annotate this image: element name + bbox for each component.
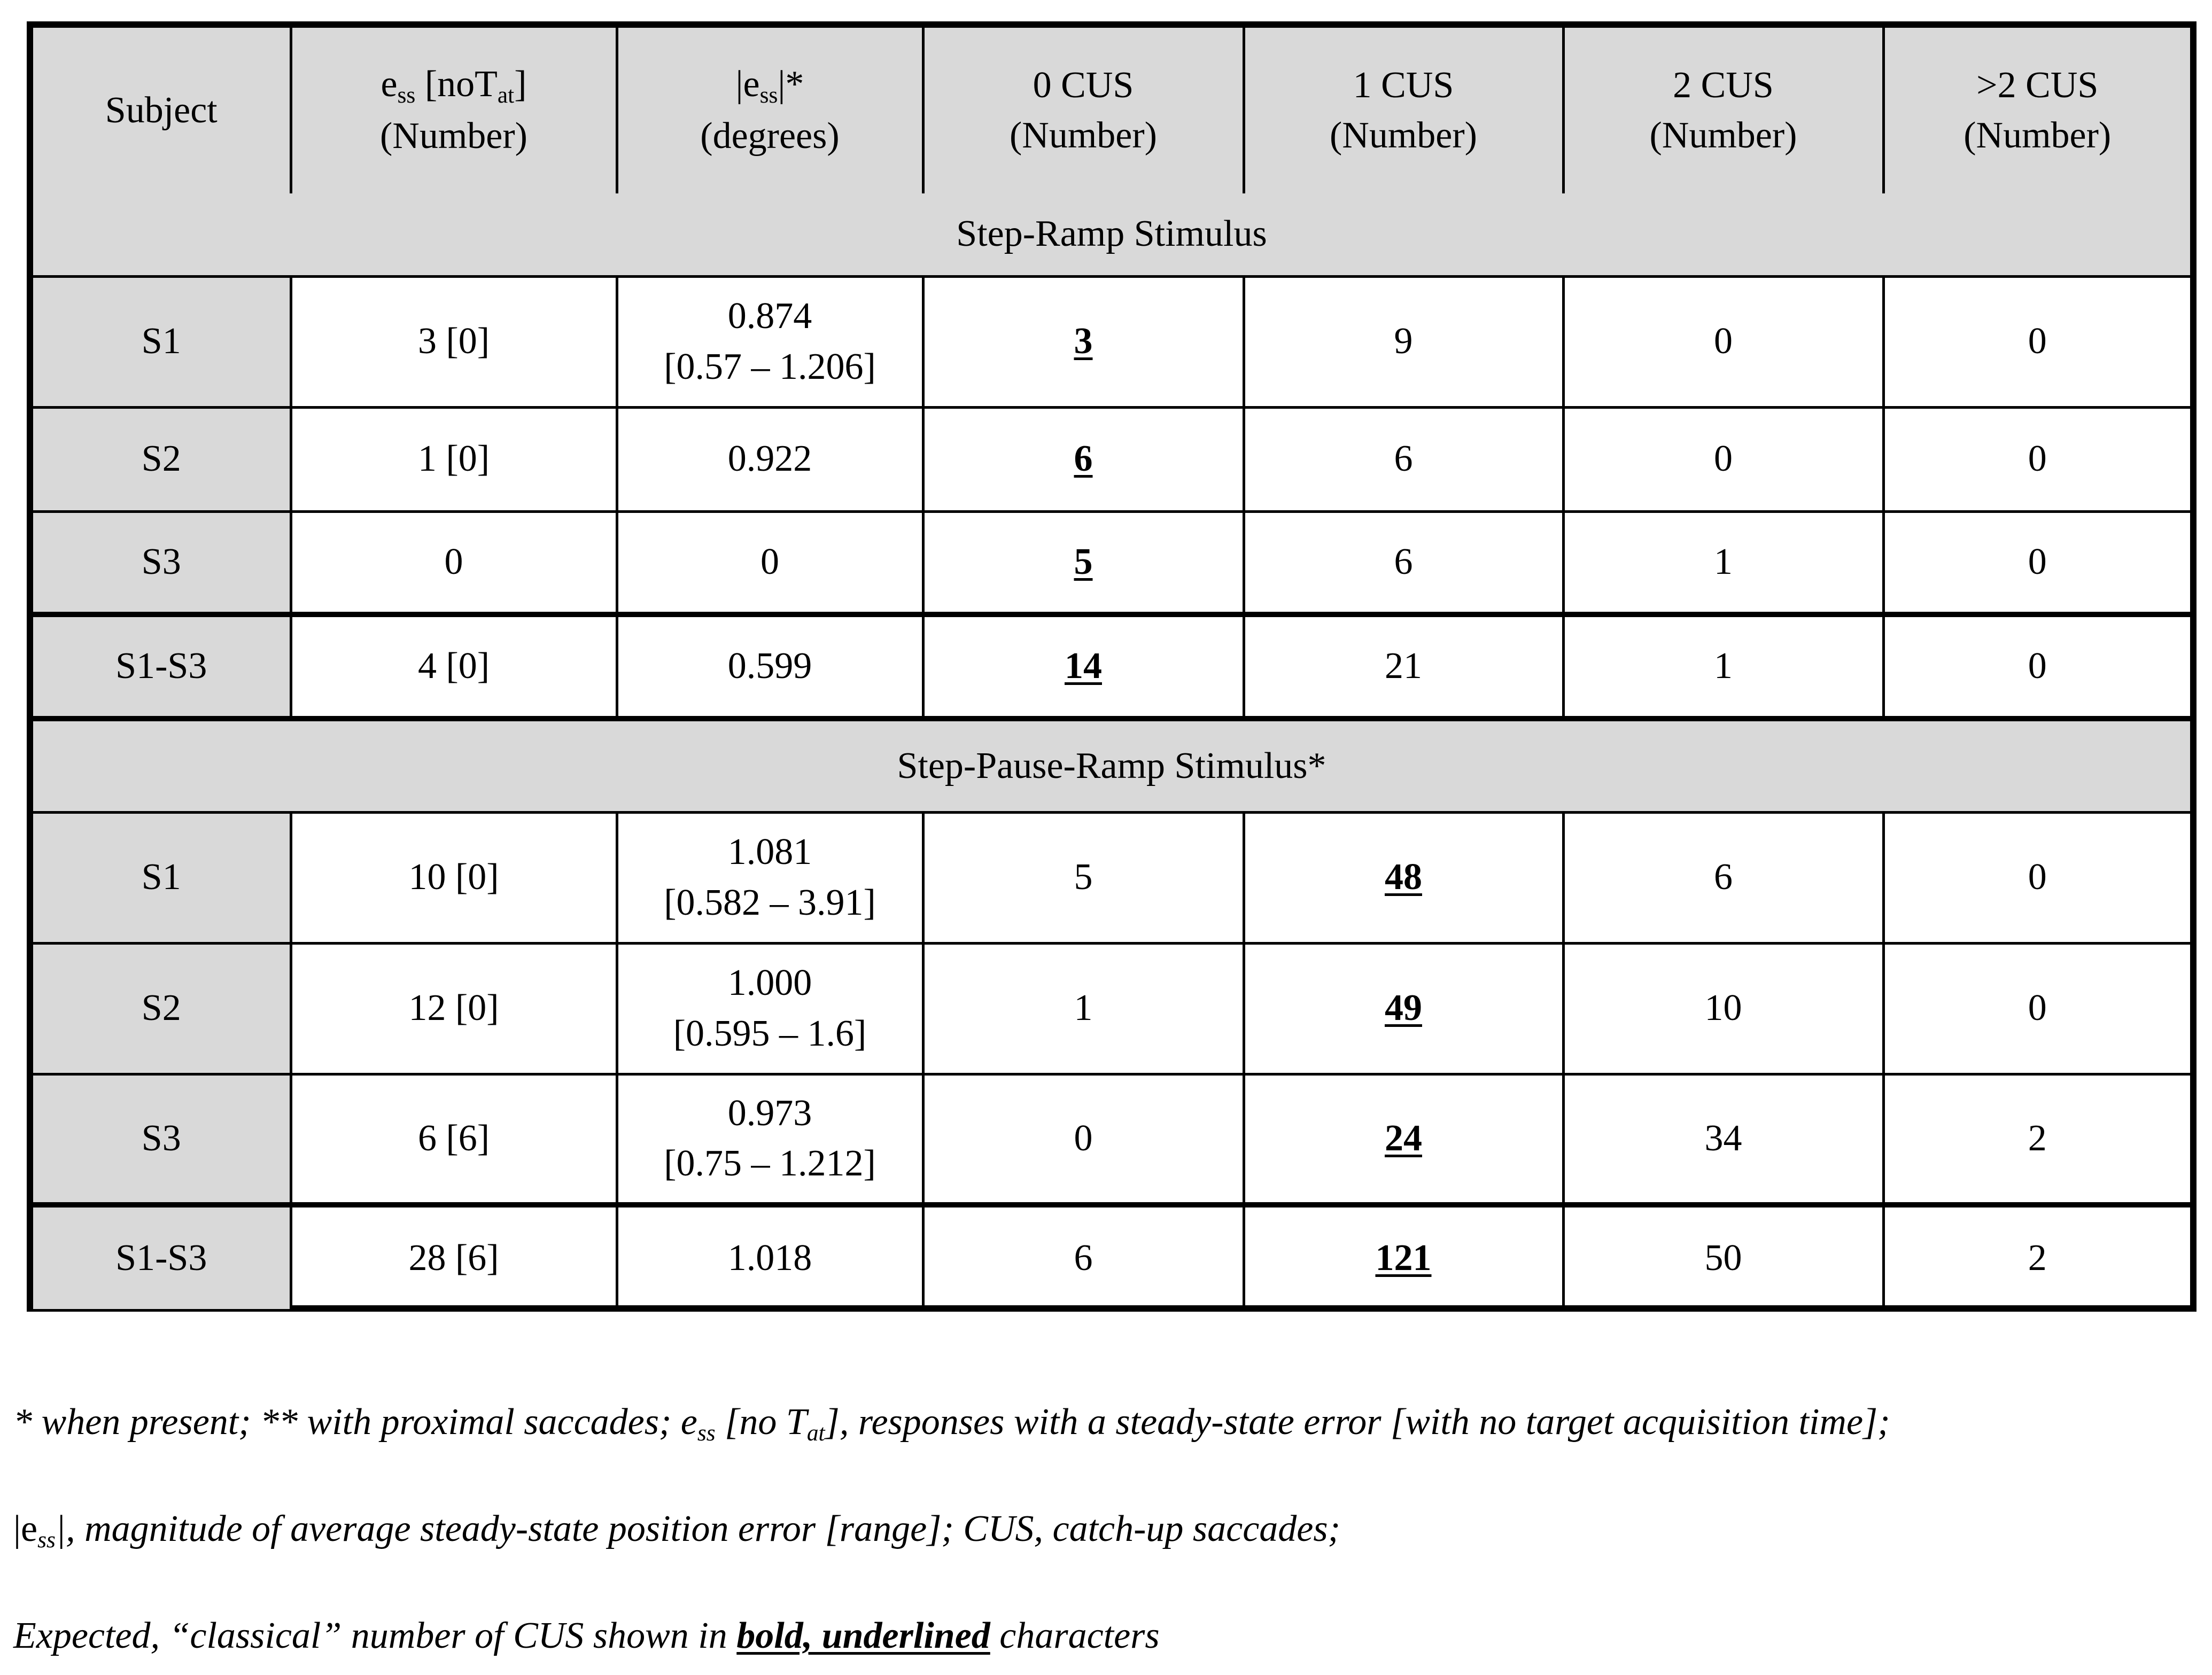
header-ess-symbol: e <box>381 64 398 105</box>
header-cus2-label: 2 CUS <box>1673 64 1774 106</box>
cell-abs-range: [0.595 – 1.6] <box>673 1012 867 1054</box>
cell-cus0 <box>923 276 1244 407</box>
cell-ess <box>291 276 617 407</box>
cell-subject: S1 <box>33 276 291 407</box>
cell-ess-value: 4 [0] <box>417 645 490 687</box>
header-cus3-unit: (Number) <box>1963 115 2112 156</box>
cell-subject: S1 <box>33 812 291 943</box>
cell-cus0 <box>923 614 1244 719</box>
header-ess-bracket-subscript: at <box>497 82 515 108</box>
cell-abs-value: 1.018 <box>727 1237 812 1279</box>
cell-abs-value: 0.922 <box>727 438 812 480</box>
table-row <box>33 1205 2190 1309</box>
table-row <box>33 943 2190 1074</box>
cell-ess-value: 10 [0] <box>408 856 499 898</box>
cell-cus3-value: 0 <box>2028 645 2047 687</box>
cell-cus1-value: 121 <box>1375 1237 1432 1279</box>
footnote-1-subscript-1: ss <box>697 1420 716 1446</box>
cell-cus0 <box>923 407 1244 511</box>
cell-cus0-value: 5 <box>1074 541 1093 582</box>
cell-cus3-value: 0 <box>2028 438 2047 480</box>
cell-ess <box>291 1205 617 1309</box>
header-cus1-label: 1 CUS <box>1353 64 1454 106</box>
cell-abs-range: [0.582 – 3.91] <box>664 882 876 923</box>
cell-subject: S3 <box>33 1074 291 1205</box>
cell-abs-value: 0 <box>760 541 779 582</box>
section-title: Step-Ramp Stimulus <box>33 193 2190 276</box>
header-ess <box>291 28 617 193</box>
cell-cus2-value: 1 <box>1714 645 1733 687</box>
results-table <box>33 28 2190 1309</box>
cell-cus2-value: 10 <box>1704 987 1742 1029</box>
cell-cus0-value: 1 <box>1074 987 1093 1029</box>
cell-cus3 <box>1883 812 2190 943</box>
cell-cus1-value: 9 <box>1394 321 1413 362</box>
table-body <box>33 193 2190 1309</box>
footnote-1-text-b: [no T <box>715 1401 807 1443</box>
header-cus1 <box>1244 28 1563 193</box>
cell-cus3 <box>1883 943 2190 1074</box>
cell-cus0-value: 0 <box>1074 1118 1093 1159</box>
cell-cus3 <box>1883 407 2190 511</box>
header-cus2 <box>1563 28 1883 193</box>
footnote-2-subscript: ss <box>37 1527 56 1553</box>
cell-cus2 <box>1563 407 1883 511</box>
cell-cus3-value: 0 <box>2028 856 2047 898</box>
cell-cus2-value: 1 <box>1714 541 1733 582</box>
cell-cus1-value: 6 <box>1394 438 1413 480</box>
table-row <box>33 276 2190 407</box>
cell-cus2 <box>1563 812 1883 943</box>
footnote-3-text-b: characters <box>990 1615 1160 1657</box>
cell-ess-value: 12 [0] <box>408 987 499 1029</box>
cell-cus1-value: 6 <box>1394 541 1413 582</box>
header-ess-bracket-close: ] <box>514 64 527 105</box>
cell-cus1-value: 24 <box>1385 1118 1422 1159</box>
cell-cus2 <box>1563 943 1883 1074</box>
footnote-3-emphasis: bold, underlined <box>736 1615 990 1657</box>
cell-abs <box>617 1074 923 1205</box>
cell-cus1 <box>1244 276 1563 407</box>
cell-cus0 <box>923 1074 1244 1205</box>
cell-cus1-value: 49 <box>1385 987 1422 1029</box>
cell-subject: S2 <box>33 407 291 511</box>
footnote-line-3 <box>13 1614 2205 1658</box>
header-row <box>33 28 2190 193</box>
cell-cus2-value: 6 <box>1714 856 1733 898</box>
cell-cus2 <box>1563 1205 1883 1309</box>
cell-cus0-value: 6 <box>1074 438 1093 480</box>
cell-cus1-value: 48 <box>1385 856 1422 898</box>
cell-abs-value: 1.081 <box>727 831 812 872</box>
cell-abs-range: [0.57 – 1.206] <box>664 346 876 387</box>
cell-cus0-value: 6 <box>1074 1237 1093 1279</box>
cell-cus0-value: 14 <box>1065 645 1102 687</box>
cell-cus3 <box>1883 614 2190 719</box>
footnote-2-text-a: |e <box>13 1508 38 1550</box>
cell-abs <box>617 812 923 943</box>
cell-cus3 <box>1883 1074 2190 1205</box>
cell-abs <box>617 1205 923 1309</box>
cell-cus1 <box>1244 943 1563 1074</box>
header-ess-bracket: [noT <box>415 64 498 105</box>
footnote-line-2 <box>13 1507 2205 1554</box>
section-row <box>33 193 2190 276</box>
footnote-1-text-c: ], responses with a steady-state error [with no target acquisition time]; <box>825 1401 1890 1443</box>
cell-cus1 <box>1244 812 1563 943</box>
cell-cus3-value: 0 <box>2028 541 2047 582</box>
cell-ess <box>291 407 617 511</box>
cell-abs-range: [0.75 – 1.212] <box>664 1143 876 1185</box>
footnote-3-text-a: Expected, “classical” number of CUS shown in <box>13 1615 737 1657</box>
footnote-1-text-a: * when present; ** with proximal saccades; e <box>13 1401 697 1443</box>
cell-cus3-value: 2 <box>2028 1237 2047 1279</box>
header-ess-unit: (Number) <box>379 115 527 157</box>
header-cus0-label: 0 CUS <box>1033 64 1134 106</box>
cell-cus1 <box>1244 1074 1563 1205</box>
cell-cus0 <box>923 511 1244 614</box>
cell-subject: S3 <box>33 511 291 614</box>
cell-cus1 <box>1244 511 1563 614</box>
cell-cus2-value: 50 <box>1704 1237 1742 1279</box>
table-row <box>33 511 2190 614</box>
cell-subject: S2 <box>33 943 291 1074</box>
cell-abs <box>617 511 923 614</box>
cell-ess <box>291 943 617 1074</box>
cell-ess <box>291 511 617 614</box>
cell-abs <box>617 614 923 719</box>
cell-cus3 <box>1883 1205 2190 1309</box>
header-cus1-unit: (Number) <box>1329 115 1477 156</box>
cell-ess-value: 6 [6] <box>417 1118 490 1159</box>
header-subject: Subject <box>33 28 291 193</box>
header-abs-unit: (degrees) <box>700 115 840 157</box>
cell-cus2 <box>1563 614 1883 719</box>
footnote-1-subscript-2: at <box>806 1420 825 1446</box>
cell-cus3 <box>1883 276 2190 407</box>
cell-ess <box>291 1074 617 1205</box>
cell-ess <box>291 812 617 943</box>
header-cus0-unit: (Number) <box>1009 115 1157 156</box>
cell-ess-value: 3 [0] <box>417 321 490 362</box>
table-row <box>33 614 2190 719</box>
header-abs-subscript: ss <box>759 82 778 108</box>
cell-cus0-value: 3 <box>1074 321 1093 362</box>
cell-cus0 <box>923 943 1244 1074</box>
table-row <box>33 812 2190 943</box>
cell-abs-value: 0.599 <box>727 645 812 687</box>
cell-ess-value: 1 [0] <box>417 438 490 480</box>
cell-cus1 <box>1244 1205 1563 1309</box>
cell-cus3 <box>1883 511 2190 614</box>
cell-cus2 <box>1563 511 1883 614</box>
cell-cus2-value: 0 <box>1714 438 1733 480</box>
cell-cus0 <box>923 1205 1244 1309</box>
section-title: Step-Pause-Ramp Stimulus* <box>33 719 2190 812</box>
cell-abs <box>617 407 923 511</box>
cell-abs-value: 0.874 <box>727 295 812 337</box>
results-table-frame <box>27 21 2197 1312</box>
cell-cus2 <box>1563 276 1883 407</box>
cell-subject: S1-S3 <box>33 1205 291 1309</box>
header-cus3-label: >2 CUS <box>1976 64 2099 106</box>
table-footnotes <box>13 1400 2205 1658</box>
cell-cus2 <box>1563 1074 1883 1205</box>
cell-cus0-value: 5 <box>1074 856 1093 898</box>
cell-abs-value: 1.000 <box>727 962 812 1003</box>
cell-ess-value: 28 [6] <box>408 1237 499 1279</box>
cell-cus1 <box>1244 407 1563 511</box>
header-cus0 <box>923 28 1244 193</box>
header-cus3 <box>1883 28 2190 193</box>
cell-cus3-value: 0 <box>2028 987 2047 1029</box>
cell-cus0 <box>923 812 1244 943</box>
cell-cus1-value: 21 <box>1385 645 1422 687</box>
cell-cus3-value: 2 <box>2028 1118 2047 1159</box>
cell-cus3-value: 0 <box>2028 321 2047 362</box>
header-abs-close: |* <box>778 64 804 105</box>
cell-abs-value: 0.973 <box>727 1092 812 1134</box>
cell-subject: S1-S3 <box>33 614 291 719</box>
footnote-line-1 <box>13 1400 2205 1447</box>
header-abs-ess <box>617 28 923 193</box>
table-row <box>33 407 2190 511</box>
footnote-2-text-b: |, magnitude of average steady-state position error [range]; CUS, catch-up saccades; <box>55 1508 1340 1550</box>
cell-abs <box>617 943 923 1074</box>
header-abs-open: |e <box>735 64 760 105</box>
header-ess-subscript: ss <box>397 82 416 108</box>
cell-abs <box>617 276 923 407</box>
cell-ess <box>291 614 617 719</box>
table-row <box>33 1074 2190 1205</box>
cell-cus2-value: 0 <box>1714 321 1733 362</box>
cell-cus2-value: 34 <box>1704 1118 1742 1159</box>
header-cus2-unit: (Number) <box>1649 115 1797 156</box>
cell-cus1 <box>1244 614 1563 719</box>
section-row <box>33 719 2190 812</box>
cell-ess-value: 0 <box>444 541 463 582</box>
